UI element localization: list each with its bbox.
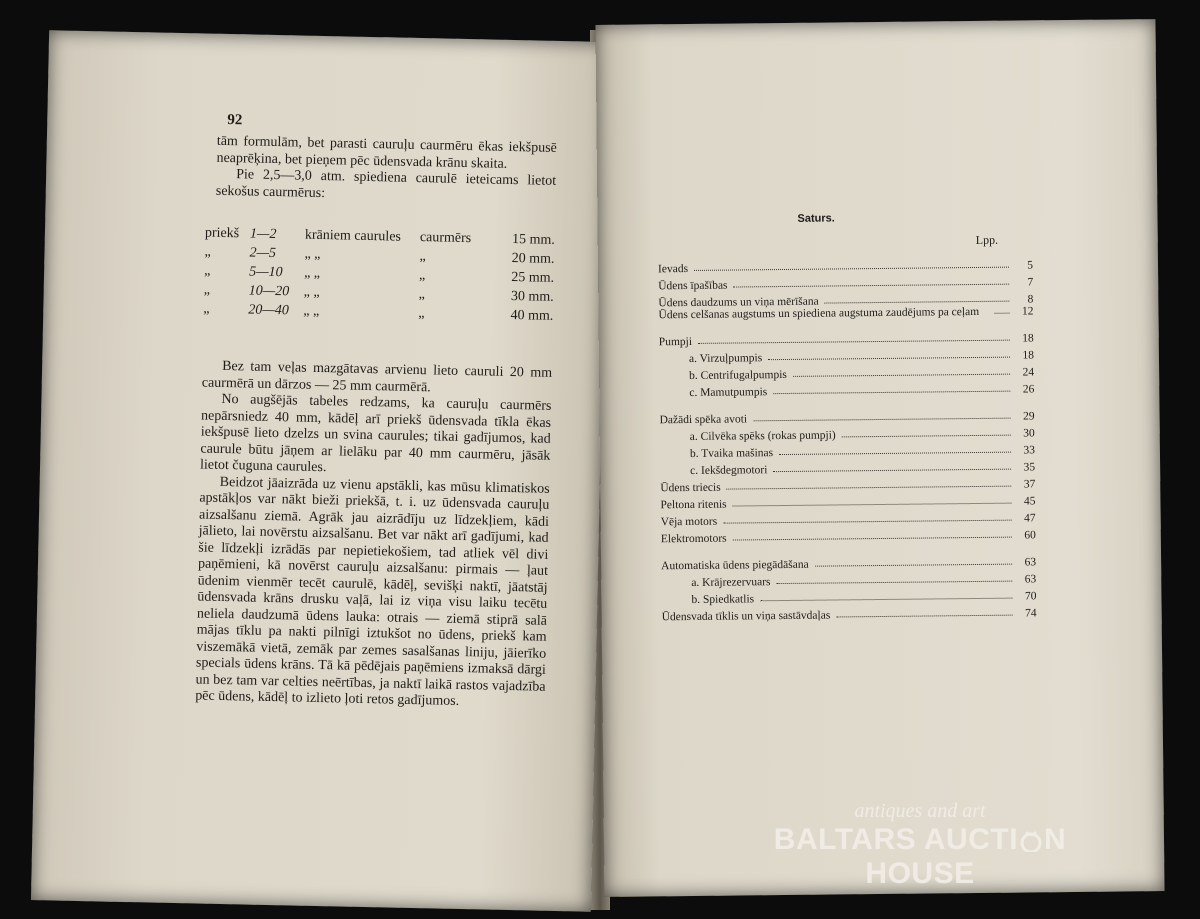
toc-entry-label: a. Cilvēka spēks (rokas pumpji)	[689, 429, 836, 443]
leader-dots	[994, 313, 1009, 314]
table-cell: 2—5	[249, 244, 277, 261]
toc-entry-label: Automatiska ūdens piegādāšana	[661, 558, 809, 573]
toc-entry-page: 7	[1027, 276, 1034, 289]
table-cell: „	[204, 263, 211, 279]
table-cell: „	[203, 301, 210, 317]
table-of-contents	[658, 254, 1037, 623]
toc-entry-label: Ievads	[657, 263, 689, 276]
toc-entry-label: Ūdens daudzums un viņa mērīšana	[658, 295, 819, 310]
leader-dots	[825, 301, 1010, 304]
table-cell: krāniem caurules	[304, 227, 402, 245]
body-text	[195, 359, 552, 713]
table-cell: 5—10	[249, 263, 283, 280]
watermark-logo	[720, 823, 1120, 891]
toc-entry-label: b. Tvaika mašinas	[689, 447, 774, 460]
toc-entry-page: 30	[1023, 427, 1035, 440]
watermark-text-a: BALTARS AUCTI	[773, 823, 1019, 856]
watermark-tagline: antiques and art	[854, 800, 986, 822]
page-number: 92	[227, 111, 243, 129]
toc-entry-page: 12	[1021, 305, 1034, 318]
toc-entry-label: Elektromotors	[660, 532, 727, 546]
leader-dots	[768, 357, 1010, 361]
body-paragraph: Bez tam veļas mazgātavas arvienu lieto cauruli 20 mm caurmērā un dārzos — 25 mm caurmērā.	[201, 358, 553, 395]
table-cell: 20—40	[248, 301, 289, 318]
leader-dots	[727, 486, 1012, 490]
table-cell: 10—20	[248, 282, 290, 299]
leader-dots	[773, 469, 1011, 472]
leader-dots	[836, 615, 1012, 618]
toc-entry-label: Ūdensvada tīklis un viņa sastāvdaļas	[661, 609, 831, 624]
leader-dots	[760, 598, 1012, 602]
intro-text	[216, 134, 557, 207]
toc-entry-page: 70	[1024, 590, 1037, 603]
toc-entry-label: c. Mamutpumpis	[689, 386, 768, 399]
intro-paragraph: Pie 2,5—3,0 atm. spiediena caurulē ieteicams lietot sekošus caurmērus:	[215, 167, 557, 201]
toc-entry-page: 8	[1027, 293, 1034, 306]
table-cell: „	[418, 305, 425, 321]
toc-entry-page: 63	[1024, 573, 1037, 586]
table-cell: „	[418, 267, 426, 283]
crown-icon	[1018, 830, 1044, 852]
toc-entry-label: b. Centrifugalpumpis	[689, 368, 787, 382]
toc-entry-page: 63	[1024, 556, 1037, 569]
toc-title: Saturs.	[797, 212, 835, 225]
toc-entry-label: b. Spiedkatlis	[691, 593, 755, 606]
toc-entry-label: Vēja motors	[660, 515, 718, 529]
table-cell: „	[419, 248, 426, 264]
toc-entry-label: a. Krājrezervuars	[691, 576, 771, 589]
toc-page-header: Lpp.	[975, 232, 999, 247]
table-cell: 30 mm.	[510, 288, 554, 305]
toc-entry-page: 29	[1023, 410, 1035, 423]
toc-entry-page: 18	[1022, 349, 1034, 362]
watermark-text-b: N HOUSE	[865, 823, 1067, 890]
toc-entry-label: Ūdens celšanas augstums un spiediena augstuma zaudējums pa ceļam	[658, 305, 980, 322]
leader-dots	[815, 564, 1012, 567]
leader-dots	[734, 284, 1010, 288]
toc-entry-label: Dažādi spēka avoti	[659, 413, 748, 427]
table-cell: 20 mm.	[511, 250, 555, 267]
body-paragraph: No augšējās tabeles redzams, ka cauruļu caurmērs nepārsniedz 40 mm, kādēļ arī priekš ūdensvada tīkla ēkas iekšpusē lieto dzelzs un svina caurules; tikai gadījumos, kad caurule būtu jāņem ar lielāku par 40 mm caurmēru, jāsāk lietot čuguna caurules.	[199, 391, 552, 476]
toc-entry-page: 37	[1023, 478, 1036, 491]
table-cell: „ „	[303, 284, 320, 300]
toc-entry-page: 18	[1022, 332, 1034, 345]
right-page	[595, 19, 1164, 897]
toc-entry-page: 74	[1025, 607, 1037, 620]
table-cell: „ „	[303, 265, 321, 281]
toc-entry-page: 26	[1022, 383, 1035, 396]
leader-dots	[793, 374, 1010, 377]
toc-entry-label: c. Iekšdegmotori	[690, 464, 768, 477]
toc-entry-label: Peltona ritenis	[660, 498, 727, 512]
table-cell: „	[418, 286, 426, 302]
leader-dots	[753, 418, 1010, 422]
table-cell: „	[204, 244, 211, 260]
table-cell: caurmērs	[419, 229, 472, 246]
toc-entry-label: a. Virzuļpumpis	[688, 352, 763, 365]
toc-entry-page: 5	[1027, 259, 1034, 272]
leader-dots	[694, 267, 1009, 271]
toc-entry-page: 24	[1022, 366, 1035, 379]
toc-entry-label: Ūdens īpašības	[658, 279, 728, 293]
toc-entry-page: 47	[1024, 512, 1036, 525]
auction-watermark	[720, 800, 1120, 891]
leader-dots	[842, 435, 1011, 438]
table-cell: 40 mm.	[510, 307, 554, 324]
table-cell: priekš	[204, 225, 240, 241]
toc-entry-label: Pumpji	[658, 335, 693, 349]
leader-dots	[773, 391, 1010, 394]
leader-dots	[779, 452, 1011, 455]
table-cell: 1—2	[249, 225, 277, 242]
toc-entry-page: 45	[1023, 495, 1036, 508]
leader-dots	[733, 503, 1012, 507]
table-cell: 15 mm.	[511, 231, 556, 248]
table-cell: „	[203, 282, 211, 298]
leader-dots	[733, 537, 1012, 541]
toc-entry-page: 33	[1023, 444, 1035, 457]
intro-paragraph: tām formulām, bet parasti cauruļu caurmēru ēkas iekšpusē neaprēķina, bet pieņem pēc ūdensvada krānu skaita.	[216, 133, 557, 172]
body-paragraph: Beidzot jāaizrāda uz vienu apstākli, kas mūsu klimatiskos apstākļos var nākt bieži priekšā, t. i. uz ūdensvada cauruļu aizsalšanu ziemā. Agrāk jau aizrādīju uz līdzekļiem, kādi jālieto, lai novērstu aizsalšanu. Bet var nākt arī gadījumi, kad šie līdzekļi izrādās par nepietiekošiem, tad atliek vēl divi paņēmieni, kā novērst cauruļu aizsalšanu: pirmais — ļaut ūdenim vienmēr tecēt caurulē, kādēļ, sevišķi naktī, jāatstāj ūdensvada krāns drusku vaļā, lai iz viņa visu laiku tecētu neliela daudzumā ūdens lauka: otrais — ziemā stiprā salā mājas tīklu pa nakti pilnīgi iztukšot no ūdens, priekš kam viszemākā vietā, zemāk par zemes sasalšanas liniju, jāierīko specials ūdens krāns. Tā kā pēdējais paņēmiens izmaksā dārgi un bez tam var celties neērtības, ja naktī laikā rastos vajadzība pēc ūdens, kādēļ to izlieto ļoti retos gadījumos.	[195, 474, 550, 709]
leader-dots	[723, 520, 1011, 524]
table-cell: „ „	[303, 303, 320, 319]
left-page	[31, 30, 609, 912]
leader-dots	[776, 581, 1012, 584]
toc-entry-page: 60	[1024, 529, 1036, 542]
table-cell: „ „	[304, 246, 321, 262]
toc-entry-page: 35	[1023, 461, 1036, 474]
pipe-diameter-table	[203, 224, 555, 326]
leader-dots	[698, 340, 1010, 344]
toc-entry-label: Ūdens triecis	[660, 481, 721, 495]
table-cell: 25 mm.	[511, 269, 555, 286]
